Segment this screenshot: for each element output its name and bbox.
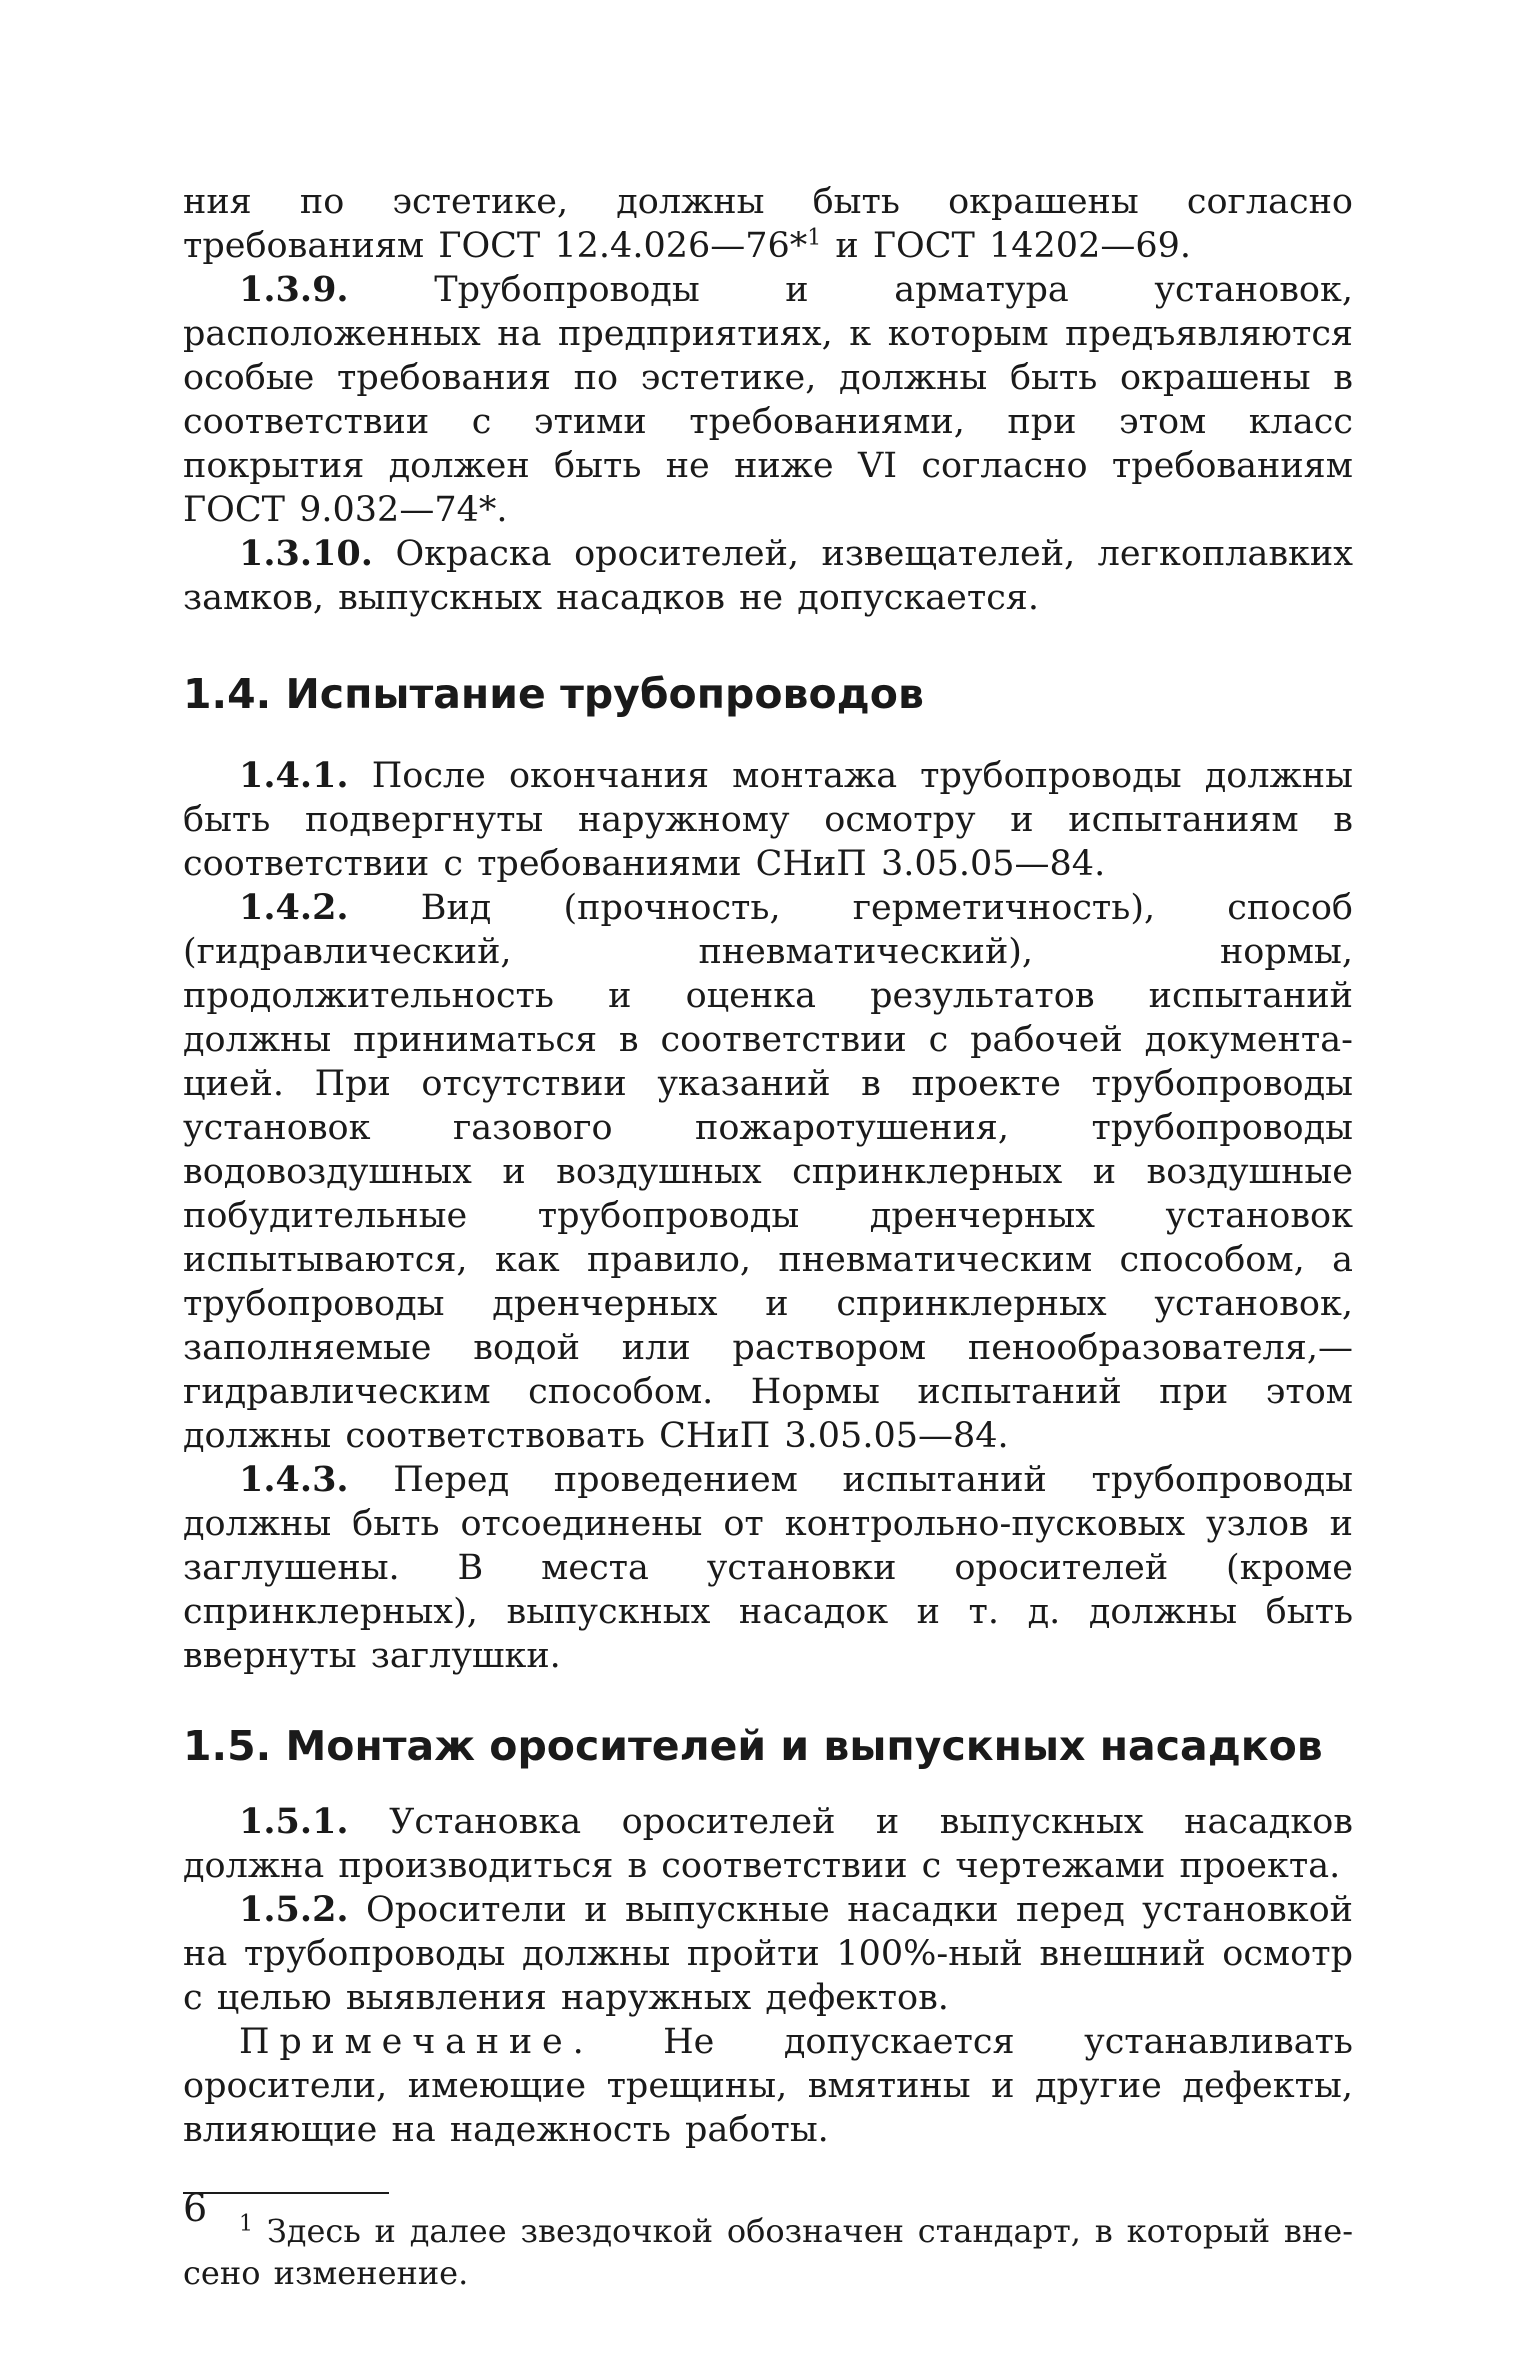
clause-text: Оросители и выпускные насадки перед установкой на трубопроводы должны пройти 100%-ный внешний осмотр с целью выявления наружных дефектов. [183, 1890, 1353, 2018]
paragraph-1-5-1 [183, 1800, 1353, 1888]
clause-number: 1.5.2. [239, 1889, 349, 1930]
clause-text: Вид (прочность, герметичность), способ (гидравлический, пневматический), нормы, продолжительность и оценка результатов испытаний должны приниматься в соответствии с рабочей документацией. При отсутствии указаний в проекте трубопроводы установок газового пожаротушения, трубопроводы водовоздушных и воздушных спринклерных и воздушные побудительные трубопроводы дренчерных установок испытываются, как правило, пневматическим способом, а трубопроводы дренчерных и спринклерных установок, заполняемые водой или раствором пенообразователя,— гидравлическим способом. Нормы испытаний при этом должны соответствовать СНиП 3.05.05—84. [183, 888, 1353, 1456]
footnote-text: Здесь и далее звездочкой обозначен стандарт, в который внесено изменение. [183, 2212, 1353, 2292]
clause-number: 1.4.1. [239, 755, 349, 796]
paragraph-1-4-1 [183, 754, 1353, 886]
clause-number: 1.3.9. [239, 269, 349, 310]
page-body [183, 180, 1353, 2294]
clause-text: Установка оросителей и выпускных насадков должна производиться в соответствии с чертежами проекта. [183, 1802, 1353, 1886]
clause-number: 1.4.3. [239, 1459, 349, 1500]
footnote-separator [183, 2192, 389, 2194]
note-paragraph [183, 2020, 1353, 2152]
clause-text: Перед проведением испытаний трубопроводы должны быть отсоединены от контрольно-пусковых узлов и заглушены. В места установки оросителей (кроме спринклерных), выпускных насадок и т. д. должны быть ввернуты заглушки. [183, 1460, 1353, 1676]
paragraph-1-4-2 [183, 886, 1353, 1458]
footnote [183, 2210, 1353, 2294]
paragraph-1-4-3 [183, 1458, 1353, 1678]
footnote-paragraph [183, 2210, 1353, 2294]
continuation-text-after: и ГОСТ 14202—69. [821, 226, 1191, 266]
footnote-marker: 1 [239, 2211, 253, 2237]
clause-number: 1.5.1. [239, 1801, 349, 1842]
section-heading-1-5: 1.5. Монтаж оросителей и выпускных насадков [183, 1722, 1323, 1770]
clause-number: 1.3.10. [239, 533, 373, 574]
page-number: 6 [183, 2186, 208, 2230]
note-text: Не допускается устанавливать оросители, имеющие трещины, вмятины и другие дефекты, влияющие на надежность работы. [183, 2022, 1353, 2150]
section-heading-1-4: 1.4. Испытание трубопроводов [183, 670, 924, 718]
clause-number: 1.4.2. [239, 887, 349, 928]
paragraph-1-3-9 [183, 268, 1353, 532]
paragraph-1-3-10 [183, 532, 1353, 620]
footnote-reference: 1 [807, 225, 822, 251]
clause-text: Трубопроводы и арматура установок, расположенных на предприятиях, к которым предъявляются особые требования по эстетике, должны быть окрашены в соответствии с этими требованиями, при этом класс покрытия должен быть не ниже VI согласно требованиям ГОСТ 9.032—74*. [183, 270, 1353, 530]
paragraph-1-5-2 [183, 1888, 1353, 2020]
note-label: Примечание. [239, 2022, 594, 2062]
clause-text: Окраска оросителей, извещателей, легкоплавких замков, выпускных насадков не допускается. [183, 534, 1353, 618]
continuation-text-before: ния по эстетике, должны быть окрашены согласно требованиям ГОСТ 12.4.026—76* [183, 182, 1353, 266]
paragraph-continuation [183, 180, 1353, 268]
clause-text: После окончания монтажа трубопроводы должны быть подвергнуты наружному осмотру и испытаниям в соответствии с требованиями СНиП 3.05.05—84. [183, 756, 1353, 884]
